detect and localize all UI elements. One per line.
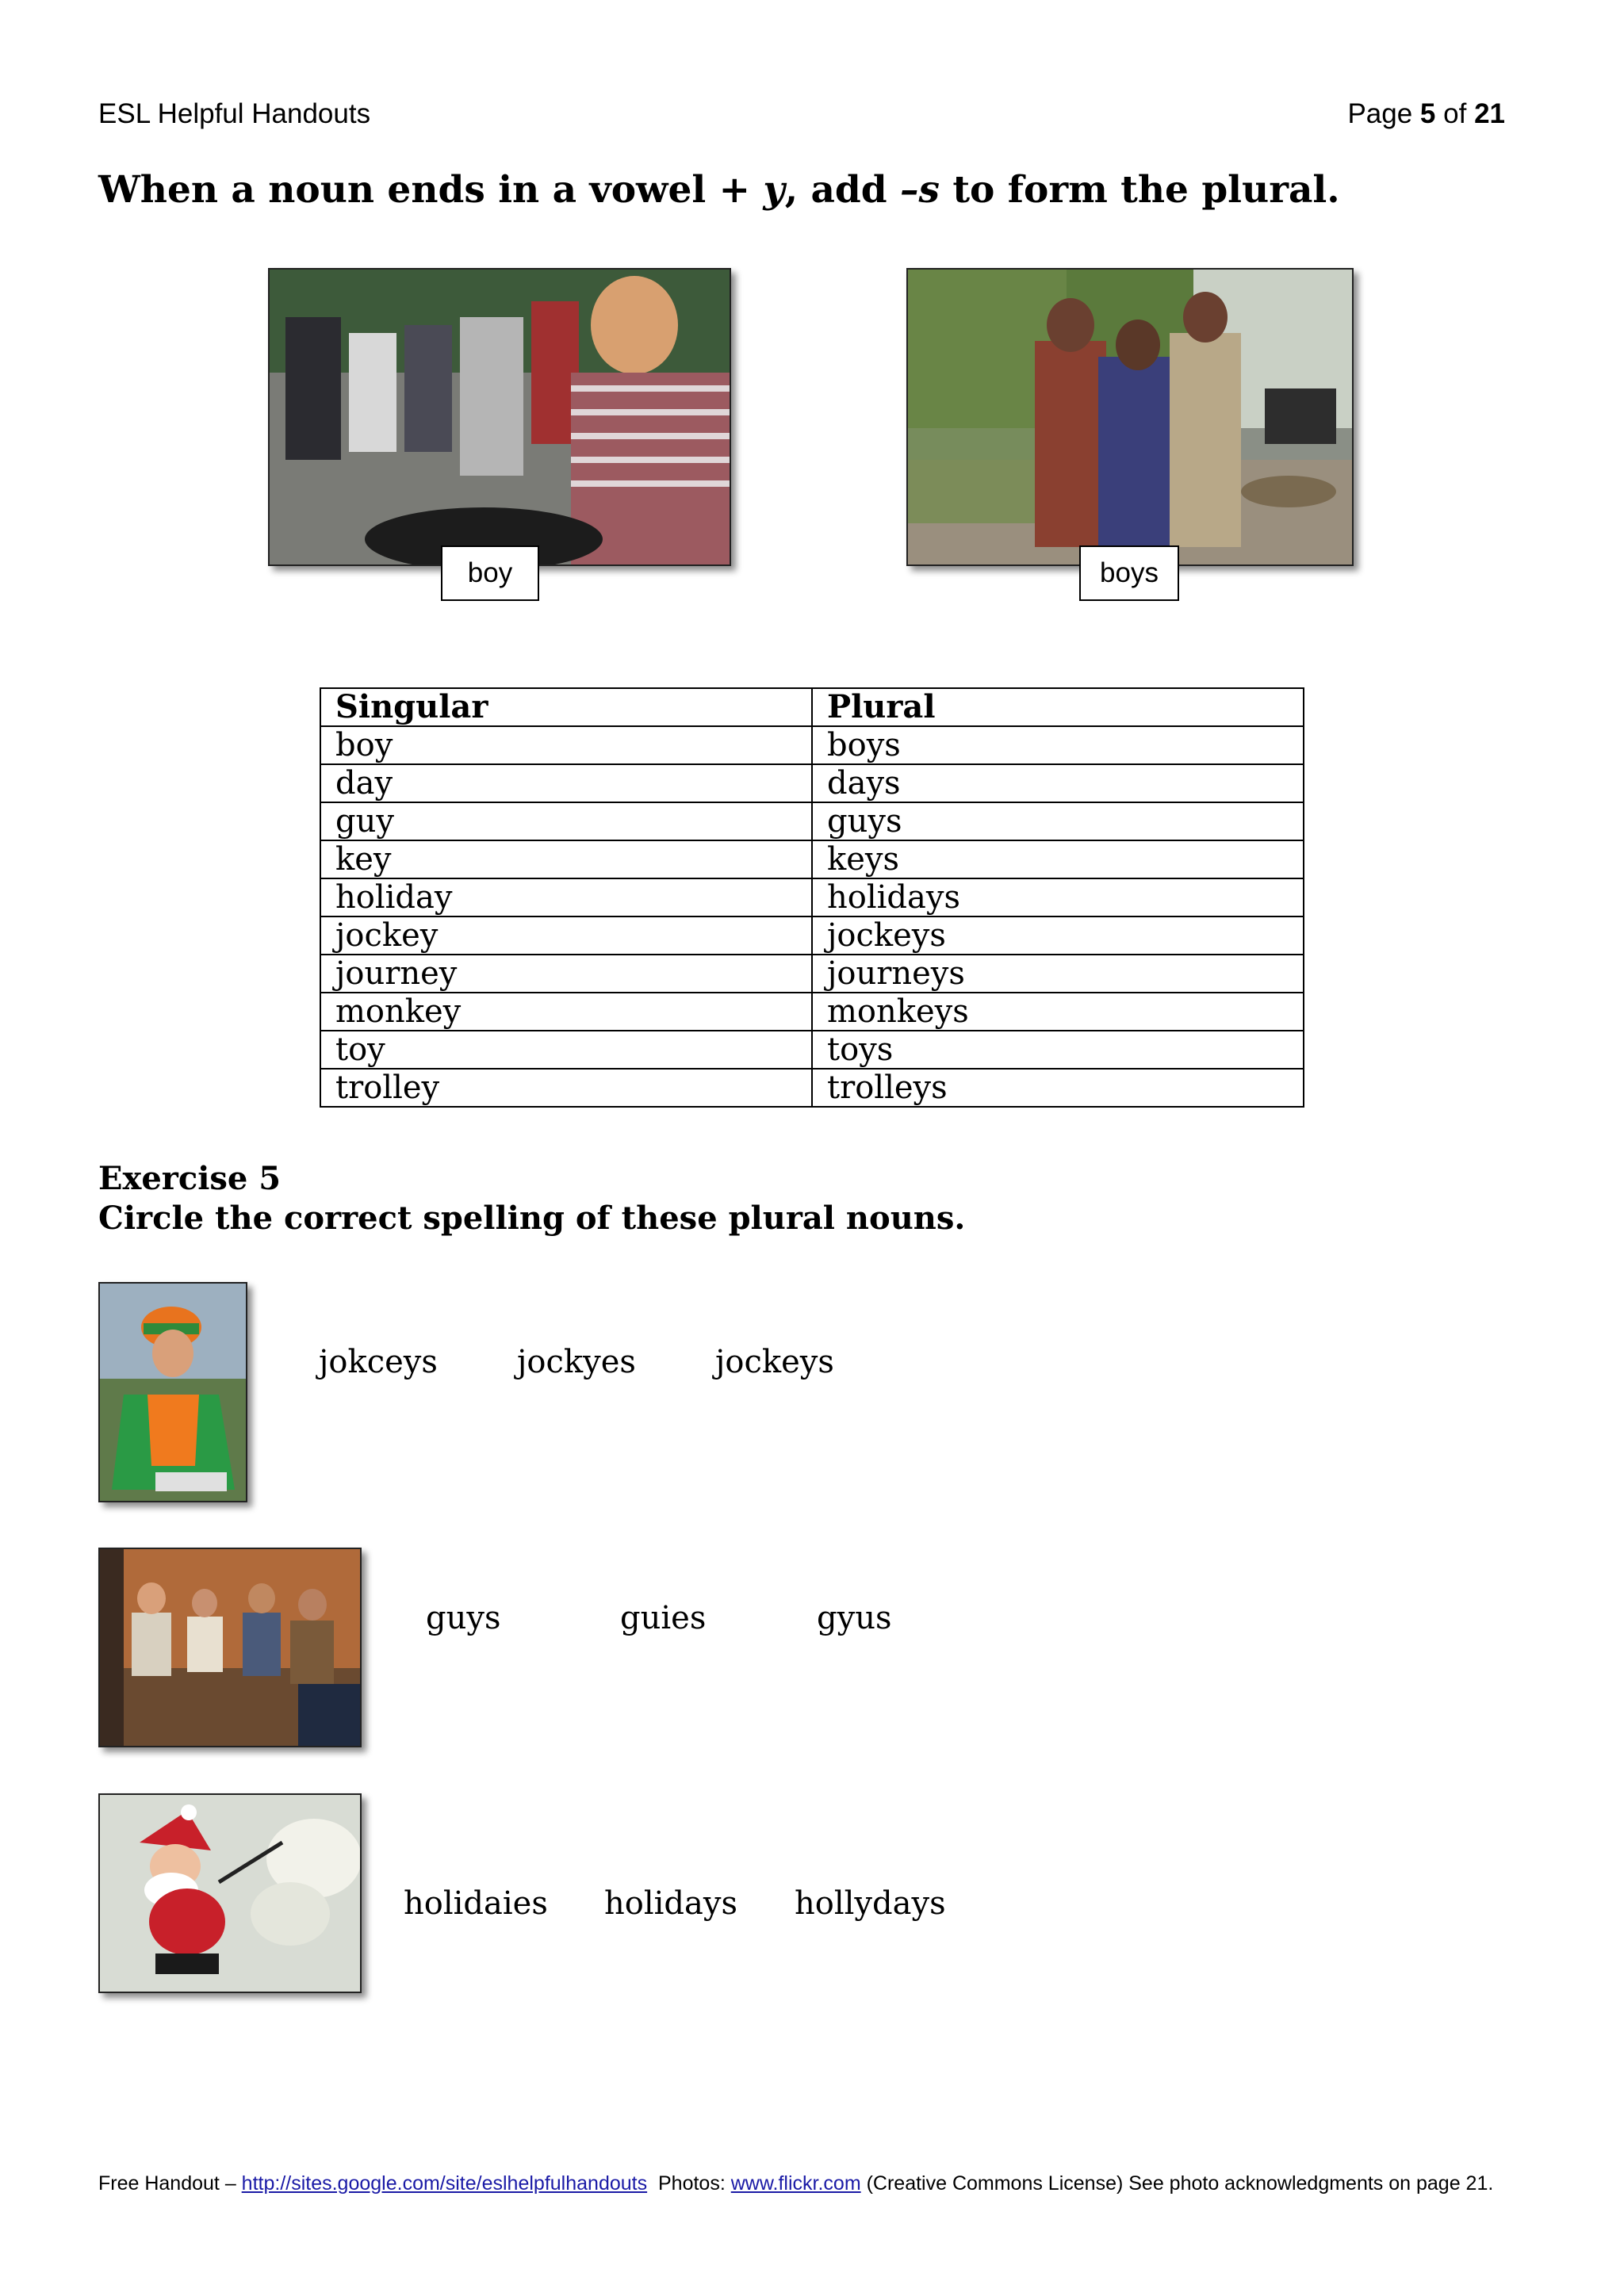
boys-photo — [906, 268, 1354, 566]
singular-cell: key — [320, 840, 812, 878]
table-row — [320, 993, 1304, 1031]
singular-cell: guy — [320, 802, 812, 840]
boy-photo — [268, 268, 731, 566]
exercise-heading — [98, 1159, 965, 1238]
page-of: of — [1443, 98, 1467, 129]
table-row — [320, 1069, 1304, 1107]
singular-cell: journey — [320, 955, 812, 993]
plurals-table — [320, 687, 1304, 1108]
jockey-photo-image — [100, 1284, 246, 1501]
footer — [98, 2172, 1493, 2195]
header-title: ESL Helpful Handouts — [98, 98, 371, 129]
holidays-photo — [98, 1793, 362, 1993]
holidays-photo-image — [100, 1795, 360, 1992]
singular-cell: monkey — [320, 993, 812, 1031]
table-row — [320, 764, 1304, 802]
plural-cell: guys — [812, 802, 1304, 840]
table-row — [320, 916, 1304, 955]
flickr-link[interactable]: www.flickr.com — [730, 2172, 861, 2195]
plural-cell: days — [812, 764, 1304, 802]
footer-suffix: (Creative Commons License) See photo acknowledgments on page 21. — [860, 2172, 1494, 2195]
boys-photo-image — [908, 270, 1352, 564]
page-word: Page — [1347, 98, 1413, 129]
plural-cell: journeys — [812, 955, 1304, 993]
option-guys-1[interactable]: guys — [426, 1600, 501, 1636]
plural-cell: holidays — [812, 878, 1304, 916]
table-row — [320, 955, 1304, 993]
table-row — [320, 840, 1304, 878]
boys-caption: boys — [1079, 545, 1179, 601]
table-row — [320, 1031, 1304, 1069]
singular-cell: day — [320, 764, 812, 802]
option-holidays-3[interactable]: hollydays — [795, 1885, 946, 1922]
footer-photos-label: Photos: — [647, 2172, 731, 2195]
plural-cell: toys — [812, 1031, 1304, 1069]
option-holidays-2[interactable]: holidays — [604, 1885, 738, 1922]
plural-cell: monkeys — [812, 993, 1304, 1031]
page-title: When a noun ends in a vowel + y, add –s to form the plural. — [98, 168, 1340, 212]
guys-photo — [98, 1548, 362, 1747]
option-jockey-1[interactable]: jokceys — [319, 1344, 438, 1380]
singular-cell: toy — [320, 1031, 812, 1069]
page-number — [1347, 98, 1505, 130]
singular-cell: jockey — [320, 916, 812, 955]
table-row — [320, 802, 1304, 840]
exercise-title: Exercise 5 — [98, 1160, 282, 1197]
page-current: 5 — [1419, 98, 1436, 129]
plural-cell: boys — [812, 726, 1304, 764]
singular-cell: trolley — [320, 1069, 812, 1107]
option-holidays-1[interactable]: holidaies — [404, 1885, 548, 1922]
column-header-plural: Plural — [812, 688, 1304, 726]
singular-cell: holiday — [320, 878, 812, 916]
plural-cell: jockeys — [812, 916, 1304, 955]
jockey-photo — [98, 1282, 247, 1502]
option-jockey-3[interactable]: jockeys — [715, 1344, 834, 1380]
footer-prefix: Free Handout – — [98, 2172, 242, 2195]
guys-photo-image — [100, 1549, 360, 1746]
table-header-row — [320, 688, 1304, 726]
option-guys-3[interactable]: gyus — [817, 1600, 892, 1636]
boy-photo-image — [270, 270, 730, 564]
page-total: 21 — [1474, 98, 1505, 129]
column-header-singular: Singular — [320, 688, 812, 726]
plural-cell: keys — [812, 840, 1304, 878]
boy-caption: boy — [441, 545, 539, 601]
exercise-instruction: Circle the correct spelling of these plural nouns. — [98, 1200, 966, 1237]
plural-cell: trolleys — [812, 1069, 1304, 1107]
singular-cell: boy — [320, 726, 812, 764]
table-row — [320, 878, 1304, 916]
site-link[interactable]: http://sites.google.com/site/eslhelpfulhandouts — [241, 2172, 648, 2195]
table-row — [320, 726, 1304, 764]
option-guys-2[interactable]: guies — [620, 1600, 707, 1636]
option-jockey-2[interactable]: jockyes — [517, 1344, 636, 1380]
